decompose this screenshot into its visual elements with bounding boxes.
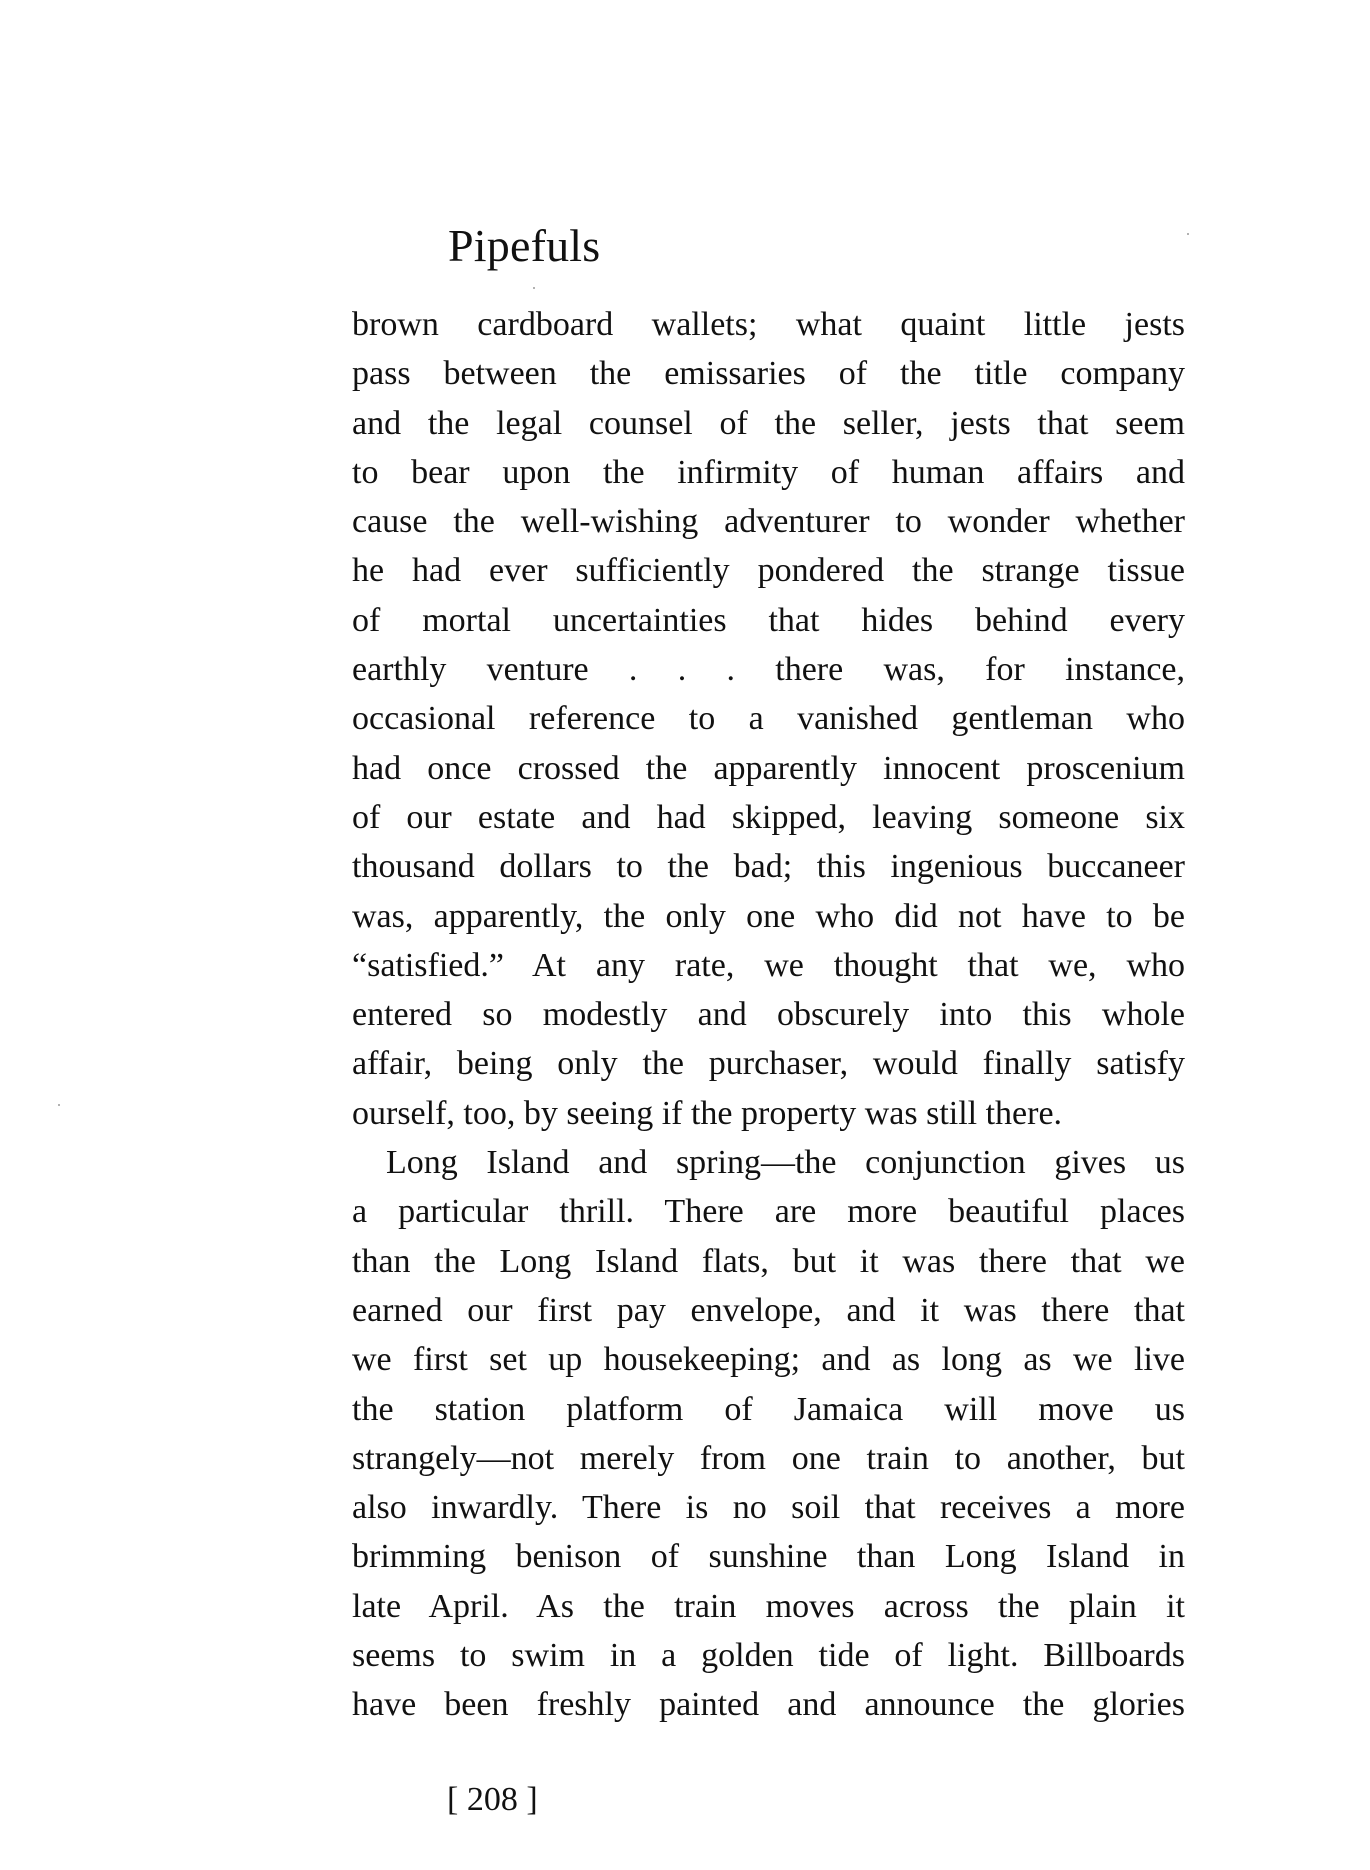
- text-line: ourself, too, by seeing if the property was still there.: [352, 1094, 1063, 1132]
- text-line: also inwardly. There is no soil that receives a more: [352, 1489, 1185, 1527]
- text-line: a particular thrill. There are more beautiful places: [352, 1193, 1185, 1231]
- text-line: have been freshly painted and announce the glories: [352, 1686, 1185, 1724]
- text-line: seems to swim in a golden tide of light. Billboards: [352, 1637, 1185, 1675]
- text-line: had once crossed the apparently innocent proscenium: [352, 749, 1185, 787]
- page-number: [ 208 ]: [447, 1781, 538, 1818]
- text-line: he had ever sufficiently pondered the strange tissue: [352, 552, 1185, 590]
- text-line: earned our first pay envelope, and it was there that: [352, 1291, 1185, 1329]
- text-line: brimming benison of sunshine than Long Island in: [352, 1538, 1185, 1576]
- text-line: and the legal counsel of the seller, jests that seem: [352, 404, 1185, 442]
- text-line: late April. As the train moves across the plain it: [352, 1587, 1185, 1625]
- text-line: we first set up housekeeping; and as long as we live: [352, 1341, 1185, 1379]
- text-line: Long Island and spring—the conjunction gives us: [386, 1144, 1185, 1182]
- scan-speck: [58, 1104, 60, 1106]
- text-line: “satisfied.” At any rate, we thought that we, who: [352, 946, 1185, 984]
- running-head: Pipefuls: [448, 220, 601, 271]
- scan-speck: [1187, 233, 1189, 235]
- text-line: than the Long Island flats, but it was there that we: [352, 1242, 1185, 1280]
- body-text: [352, 300, 1185, 1730]
- text-line: was, apparently, the only one who did not have to be: [352, 897, 1185, 935]
- text-line: strangely—not merely from one train to another, but: [352, 1439, 1185, 1477]
- text-line: to bear upon the infirmity of human affairs and: [352, 453, 1185, 491]
- text-line: of our estate and had skipped, leaving someone six: [352, 798, 1185, 836]
- text-line: affair, being only the purchaser, would finally satisfy: [352, 1045, 1185, 1083]
- text-line: pass between the emissaries of the title company: [352, 355, 1185, 393]
- text-line: entered so modestly and obscurely into this whole: [352, 996, 1185, 1034]
- text-line: the station platform of Jamaica will move us: [352, 1390, 1185, 1428]
- text-line: thousand dollars to the bad; this ingenious buccaneer: [352, 848, 1185, 886]
- scan-speck: [533, 287, 535, 289]
- text-line: earthly venture . . . there was, for instance,: [352, 651, 1185, 689]
- text-line: cause the well-wishing adventurer to wonder whether: [352, 503, 1185, 541]
- text-line: of mortal uncertainties that hides behind every: [352, 601, 1185, 639]
- text-line: occasional reference to a vanished gentleman who: [352, 700, 1185, 738]
- text-line: brown cardboard wallets; what quaint little jests: [352, 306, 1185, 343]
